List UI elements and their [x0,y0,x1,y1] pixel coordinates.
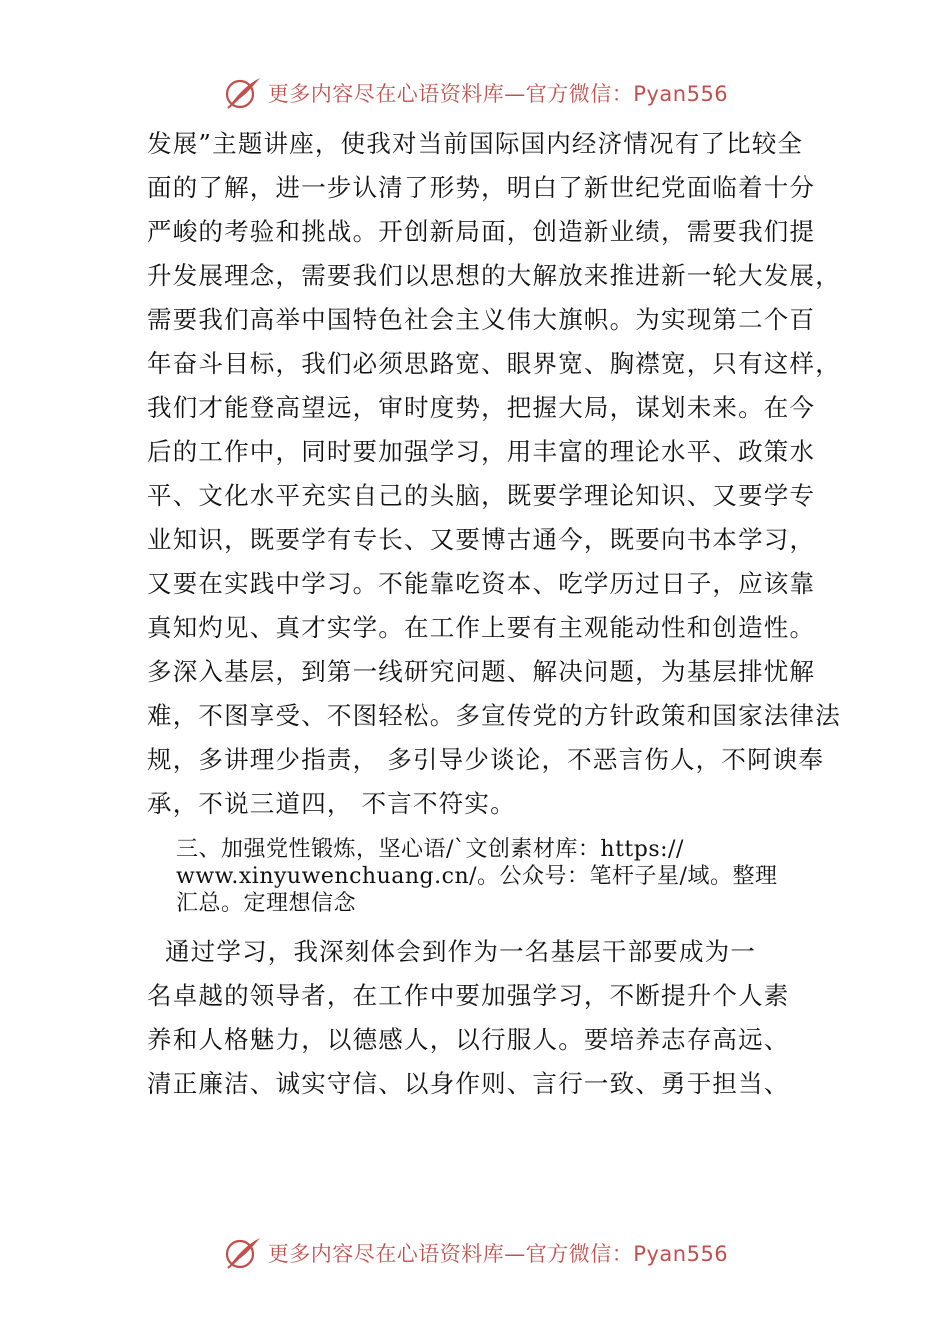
text-line: 真知灼见、真才实学。在工作上要有主观能动性和创造性。 [147,613,816,642]
text-line: 我们才能登高望远，审时度势，把握大局，谋划未来。在今 [147,393,816,422]
text-line: 养和人格魅力，以德感人，以行服人。要培养志存高远、 [147,1025,790,1054]
banner-text: 更多内容尽在心语资料库—官方微信：Pyan556 [267,1242,729,1266]
text-line: 多深入基层，到第一线研究问题、解决问题，为基层排忧解 [147,657,816,686]
text-line: 通过学习，我深刻体会到作为一名基层干部要成为一 [147,937,757,966]
footer-banner [0,1228,950,1278]
text-line: 清正廉洁、诚实守信、以身作则、言行一致、勇于担当、 [147,1069,790,1098]
text-line: 规，多讲理少指责， 多引导少谈论，不恶言伤人，不阿谀奉 [147,745,825,774]
banner-text: 更多内容尽在心语资料库—官方微信：Pyan556 [267,82,729,106]
text-line: 需要我们高举中国特色社会主义伟大旗帜。为实现第二个百 [147,305,816,334]
text-line: 平、文化水平充实自己的头脑，既要学理论知识、又要学专 [147,481,816,510]
heading-line: 三、加强党性锻炼，坚心语/`文创素材库：https:// [176,837,684,862]
heading-line: 汇总。定理想信念 [176,891,357,916]
text-line: 难，不图享受、不图轻松。多宣传党的方针政策和国家法律法 [147,701,841,730]
text-line: 又要在实践中学习。不能靠吃资本、吃学历过日子，应该靠 [147,569,816,598]
text-line: 承，不说三道四， 不言不符实。 [147,789,516,818]
text-line: 后的工作中，同时要加强学习，用丰富的理论水平、政策水 [147,437,816,466]
text-line: 年奋斗目标，我们必须思路宽、眼界宽、胸襟宽，只有这样， [147,349,841,378]
feather-circle-logo-icon [222,1235,262,1271]
text-line: 名卓越的领导者，在工作中要加强学习，不断提升个人素 [147,981,790,1010]
text-line: 面的了解，进一步认清了形势，明白了新世纪党面临着十分 [147,173,816,202]
body-paragraph-1 [147,122,847,826]
text-line: 发展”主题讲座，使我对当前国际国内经济情况有了比较全 [147,129,804,158]
header-banner [0,68,950,118]
heading-line: www.xinyuwenchuang.cn/。公众号：笔杆子星/域。整理 [176,864,778,889]
feather-circle-logo-icon [222,75,262,111]
body-paragraph-2 [147,930,847,1106]
text-line: 业知识，既要学有专长、又要博古通今，既要向书本学习， [147,525,816,554]
text-line: 严峻的考验和挑战。开创新局面，创造新业绩，需要我们提 [147,217,816,246]
section-heading [176,836,836,917]
text-line: 升发展理念，需要我们以思想的大解放来推进新一轮大发展， [147,261,841,290]
